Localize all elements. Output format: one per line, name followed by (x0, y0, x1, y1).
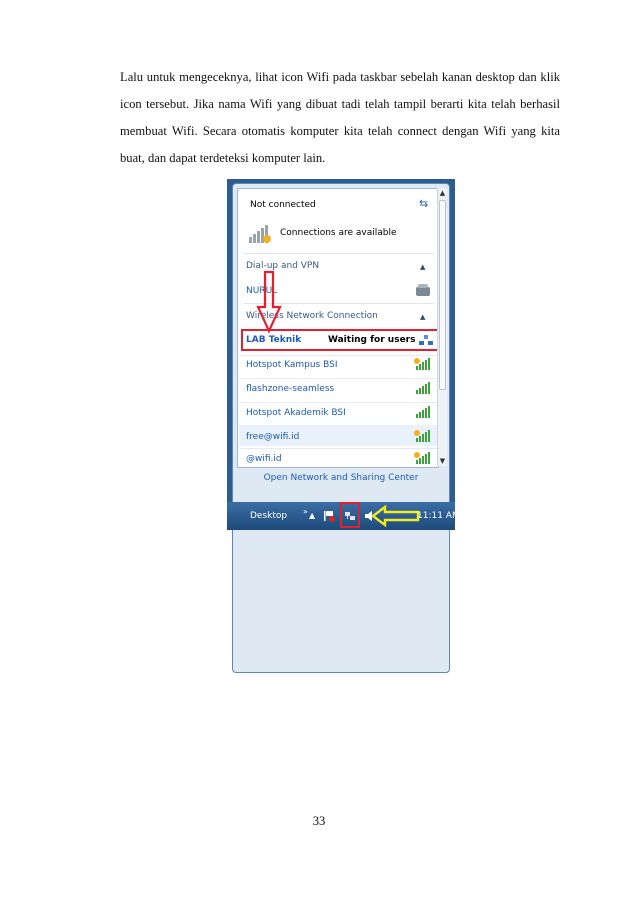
section-dialup-title: Dial-up and VPN (246, 261, 320, 271)
network-item-hotspot-kampus[interactable]: Hotspot Kampus BSI (246, 360, 338, 370)
yellow-arrow-annotation (371, 505, 421, 527)
collapse-dialup-icon[interactable]: ▲ (420, 263, 426, 271)
collapse-wireless-icon[interactable]: ▲ (420, 313, 426, 321)
network-item-hotspot-akademik[interactable]: Hotspot Akademik BSI (246, 408, 346, 418)
divider (239, 378, 437, 379)
wifi-screenshot-figure (227, 179, 460, 530)
signal-icon (414, 382, 430, 394)
warning-signal-icon (414, 430, 430, 442)
show-hidden-icons-icon[interactable]: ▲ (309, 511, 316, 520)
body-paragraph: Lalu untuk mengeceknya, lihat icon Wifi pada taskbar sebelah kanan desktop dan klik icon tersebut. Jika nama Wifi yang dibuat tadi telah tampil berarti kita telah berhasil membuat Wifi. Secara otomatis komputer kita telah connect dengan Wifi yang kita buat, dan dapat terdeteksi komputer lain. (120, 70, 560, 165)
scrollbar[interactable] (437, 188, 447, 466)
scroll-down-icon[interactable]: ▼ (439, 457, 446, 465)
network-item-lab-teknik[interactable]: LAB Teknik (246, 335, 302, 345)
taskbar-desktop-label[interactable]: Desktop (250, 511, 288, 521)
section-wireless-title: Wireless Network Connection (246, 311, 378, 321)
signal-icon (414, 406, 430, 418)
refresh-icon[interactable]: ⇆ (419, 197, 429, 210)
dialup-phone-icon (414, 283, 432, 297)
network-status-waiting: Waiting for users (328, 335, 416, 345)
scroll-up-icon[interactable]: ▲ (439, 189, 446, 197)
network-popup (232, 183, 450, 673)
connections-available-label: Connections are available (280, 228, 397, 238)
divider (239, 355, 437, 356)
taskbar (227, 502, 460, 530)
page-number: 33 (312, 814, 326, 828)
dialup-item-nurul[interactable]: NURUL (246, 286, 278, 296)
network-list-panel (237, 188, 439, 468)
highlight-box-network-icon (340, 502, 360, 528)
flag-icon[interactable] (323, 510, 335, 522)
open-network-sharing-center-link[interactable]: Open Network and Sharing Center (263, 473, 419, 483)
warning-signal-icon (414, 452, 430, 464)
network-item-flashzone[interactable]: flashzone-seamless (246, 384, 335, 394)
taskbar-clock[interactable]: 11:11 AM (417, 511, 460, 521)
network-item-free-wifi[interactable]: free@wifi.id (246, 432, 300, 442)
chevron-right-icon[interactable]: » (303, 507, 308, 516)
scroll-thumb[interactable] (439, 200, 446, 390)
divider (239, 402, 437, 403)
connection-status: Not connected (250, 200, 316, 210)
network-item-at-wifi[interactable]: @wifi.id (246, 454, 282, 464)
red-arrow-annotation (256, 271, 282, 333)
warning-signal-icon (414, 358, 430, 370)
signal-bars-icon (248, 224, 274, 244)
divider (239, 448, 437, 449)
divider (244, 253, 434, 254)
